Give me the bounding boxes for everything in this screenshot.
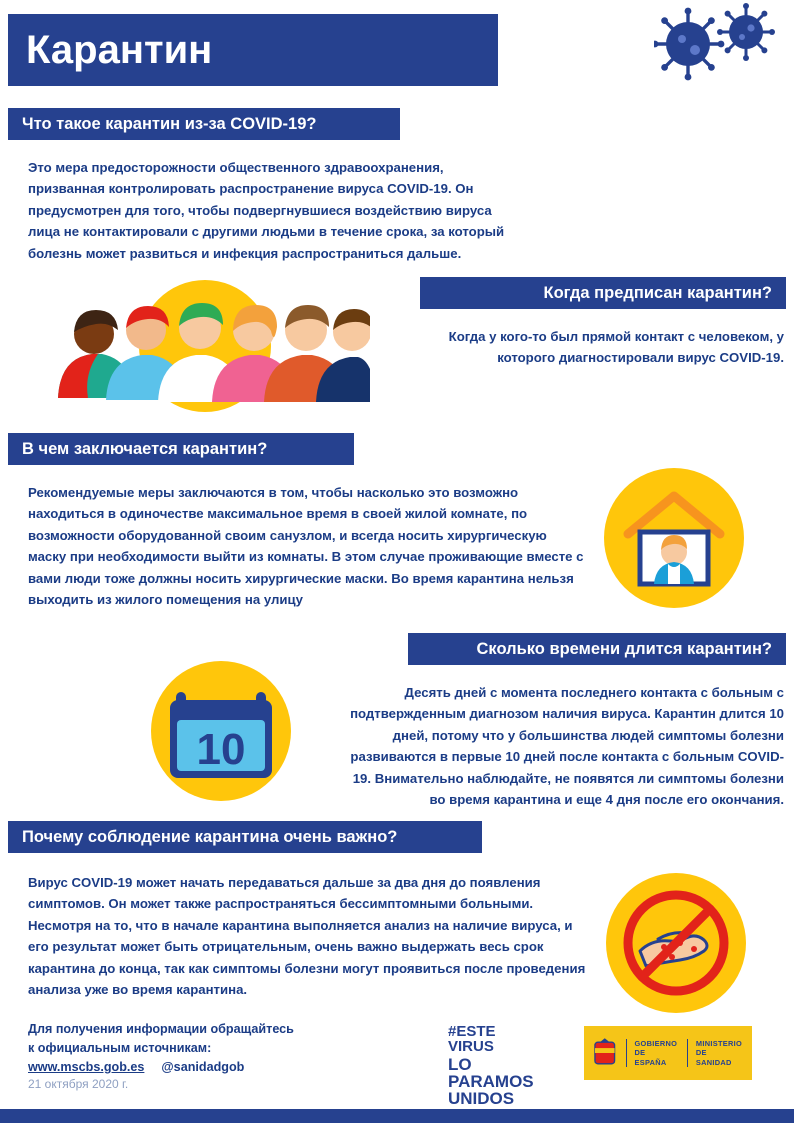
gov-line1: GOBIERNO bbox=[634, 1039, 678, 1049]
section-heading-consists-label: В чем заключается карантин? bbox=[22, 439, 268, 458]
section-heading-duration-label: Сколько времени длится карантин? bbox=[476, 639, 772, 658]
government-logo bbox=[584, 1026, 752, 1080]
section-body-duration: Десять дней с момента последнего контакта с больным с подтвержденным диагнозом наличия вируса. Карантин длится 10 дней, потому что у большинства людей симптомы болезни развиваются в первые 10 дней после контакта с больным COVID-19. Внимательно наблюдайте, не появятся ли симптомы болезни во время карантина и еще 4 дня после его окончания. bbox=[350, 685, 784, 807]
section-heading-what-label: Что такое карантин из-за COVID-19? bbox=[22, 114, 317, 133]
slogan-line3: LO bbox=[448, 1055, 472, 1074]
poster-title-bar bbox=[8, 14, 498, 86]
calendar-10-days-icon bbox=[146, 656, 296, 806]
social-handle[interactable]: @sanidadgob bbox=[161, 1059, 245, 1074]
no-contact-icon bbox=[606, 873, 746, 1013]
gov-name bbox=[635, 1039, 679, 1067]
gov-line4: DE SANIDAD bbox=[695, 1048, 732, 1067]
gov-line2: DE ESPAÑA bbox=[634, 1048, 667, 1067]
campaign-slogan bbox=[448, 1024, 568, 1107]
publication-date: 21 октября 2020 г. bbox=[28, 1077, 129, 1091]
section-body-when: Когда у кого-то был прямой контакт с человеком, у которого диагностировали вирус COVID-19. bbox=[448, 329, 784, 366]
stay-at-home-icon bbox=[604, 468, 744, 608]
logo-divider-2 bbox=[687, 1039, 688, 1067]
slogan-line2: VIRUS bbox=[448, 1038, 494, 1055]
section-body-consists: Рекомендуемые меры заключаются в том, чтобы насколько это возможно находиться в одиночестве максимальное время в своей жилой комнате, по возможности оборудованной своим санузлом, и всегда носить хирургическую маску при необходимости выйти из комнаты. В этом случае проживающие вместе с вами люди тоже должны носить хирургические маски. Во время карантина нельзя выходить из жилого помещения на улицу bbox=[28, 485, 584, 607]
page-title: Карантин bbox=[26, 27, 213, 72]
slogan-line4: PARAMOS bbox=[448, 1072, 534, 1091]
ministry-name bbox=[696, 1039, 744, 1067]
section-heading-consists bbox=[8, 433, 354, 465]
calendar-number: 10 bbox=[196, 725, 246, 774]
footer-info bbox=[28, 1020, 358, 1077]
slogan-line5: UNIDOS bbox=[448, 1089, 515, 1108]
section-heading-what bbox=[8, 108, 400, 140]
gov-line3: MINISTERIO bbox=[695, 1039, 743, 1049]
section-heading-why-label: Почему соблюдение карантина очень важно? bbox=[22, 827, 398, 846]
ministry-website-link[interactable]: www.mscbs.gob.es bbox=[28, 1059, 145, 1074]
section-body-why: Вирус COVID-19 может начать передаваться дальше за два дня до появления симптомов. Он может также распространяться бессимптомными больными. Несмотря на то, что в начале карантина выполняется анализ на наличие вируса, и его результат может быть отрицательным, очень важно выдержать весь срок карантина до конца, так как симптомы болезни могут проявиться после проведения анализа уже во время карантина. bbox=[28, 875, 586, 997]
section-heading-when bbox=[420, 277, 786, 309]
section-body-what: Это мера предосторожности общественного здравоохранения, призванная контролировать распространение вируса COVID-19. Он предусмотрен для того, чтобы подвергнувшиеся воздействию вируса лица не контактировали с другими людьми в течение срока, за который болезнь может развиться и инфекция распространиться дальше. bbox=[28, 160, 505, 261]
logo-divider bbox=[626, 1039, 627, 1067]
people-group-illustration bbox=[40, 280, 370, 412]
spain-coat-of-arms-icon bbox=[592, 1036, 618, 1070]
section-heading-duration bbox=[408, 633, 786, 665]
section-heading-when-label: Когда предписан карантин? bbox=[543, 283, 772, 302]
slogan-line1: #ESTE bbox=[448, 1023, 496, 1040]
footer-info-line2: к официальным источникам: bbox=[28, 1040, 212, 1055]
coronavirus-icon bbox=[654, 2, 784, 98]
bottom-strip bbox=[0, 1109, 794, 1123]
footer-info-line1: Для получения информации обращайтесь bbox=[28, 1022, 294, 1036]
section-heading-why bbox=[8, 821, 482, 853]
